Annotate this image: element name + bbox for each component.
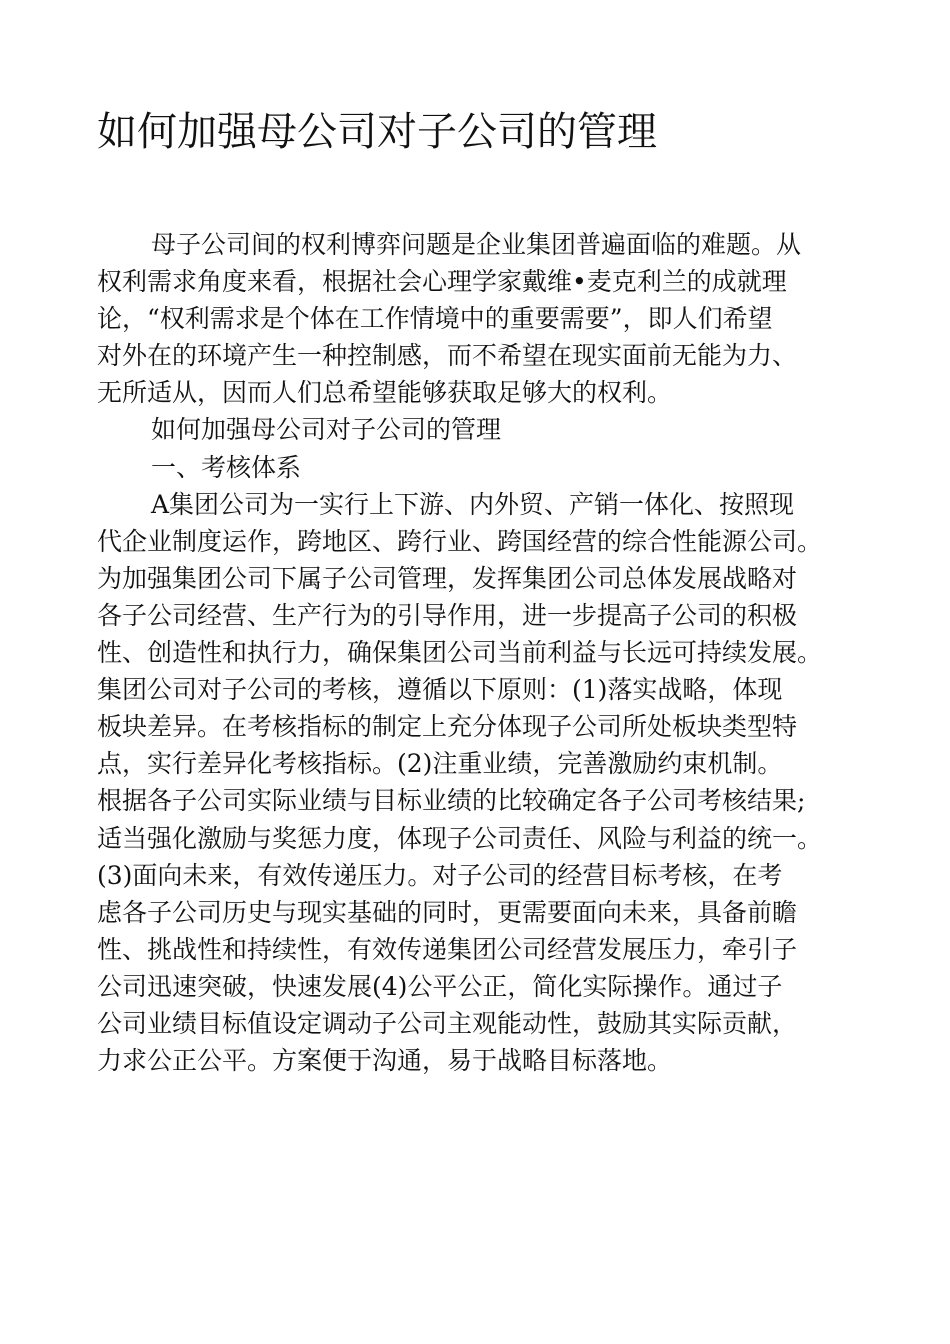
paragraph-line: 无所适从，因而人们总希望能够获取足够大的权利。: [97, 378, 673, 408]
paragraph-line: 公司迅速突破，快速发展(4)公平公正，简化实际操作。通过子: [97, 971, 783, 1001]
paragraph-line: 点，实行差异化考核指标。(2)注重业绩，完善激励约束机制。: [97, 749, 783, 779]
paragraph-line: 根据各子公司实际业绩与目标业绩的比较确定各子公司考核结果;: [97, 786, 806, 816]
document-body: [97, 226, 872, 1079]
paragraph-line: 权利需求角度来看，根据社会心理学家戴维•麦克利兰的成就理: [97, 267, 787, 297]
paragraph-line: 集团公司对子公司的考核，遵循以下原则：(1)落实战略，体现: [97, 675, 783, 705]
paragraph-line: 板块差异。在考核指标的制定上充分体现子公司所处板块类型特: [97, 712, 798, 742]
paragraph-line: 对外在的环境产生一种控制感，而不希望在现实面前无能为力、: [97, 341, 798, 371]
paragraph-line: 各子公司经营、生产行为的引导作用，进一步提高子公司的积极: [97, 600, 798, 630]
paragraph-line: (3)面向未来，有效传递压力。对子公司的经营目标考核，在考: [97, 860, 783, 890]
paragraph-line: 适当强化激励与奖惩力度，体现子公司责任、风险与利益的统一。: [97, 823, 823, 853]
document-title: 如何加强母公司对子公司的管理: [97, 109, 657, 155]
section-heading: 如何加强母公司对子公司的管理: [151, 415, 502, 445]
paragraph-line: 代企业制度运作，跨地区、跨行业、跨国经营的综合性能源公司。: [97, 526, 823, 556]
paragraph-line: A集团公司为一实行上下游、内外贸、产销一体化、按照现: [151, 489, 795, 519]
paragraph-line: 论，“权利需求是个体在工作情境中的重要需要”，即人们希望: [97, 304, 773, 334]
paragraph-line: 公司业绩目标值设定调动子公司主观能动性，鼓励其实际贡献，: [97, 1008, 798, 1038]
paragraph-line: 母子公司间的权利博弈问题是企业集团普遍面临的难题。从: [151, 230, 802, 259]
paragraph-line: 性、创造性和执行力，确保集团公司当前利益与长远可持续发展。: [97, 638, 823, 668]
section-heading: 一、考核体系: [151, 452, 302, 482]
paragraph-line: 虑各子公司历史与现实基础的同时，更需要面向未来，具备前瞻: [97, 897, 798, 927]
paragraph-line: 为加强集团公司下属子公司管理，发挥集团公司总体发展战略对: [97, 563, 798, 593]
paragraph-line: 力求公正公平。方案便于沟通，易于战略目标落地。: [97, 1046, 673, 1076]
paragraph-line: 性、挑战性和持续性，有效传递集团公司经营发展压力，牵引子: [97, 934, 798, 964]
